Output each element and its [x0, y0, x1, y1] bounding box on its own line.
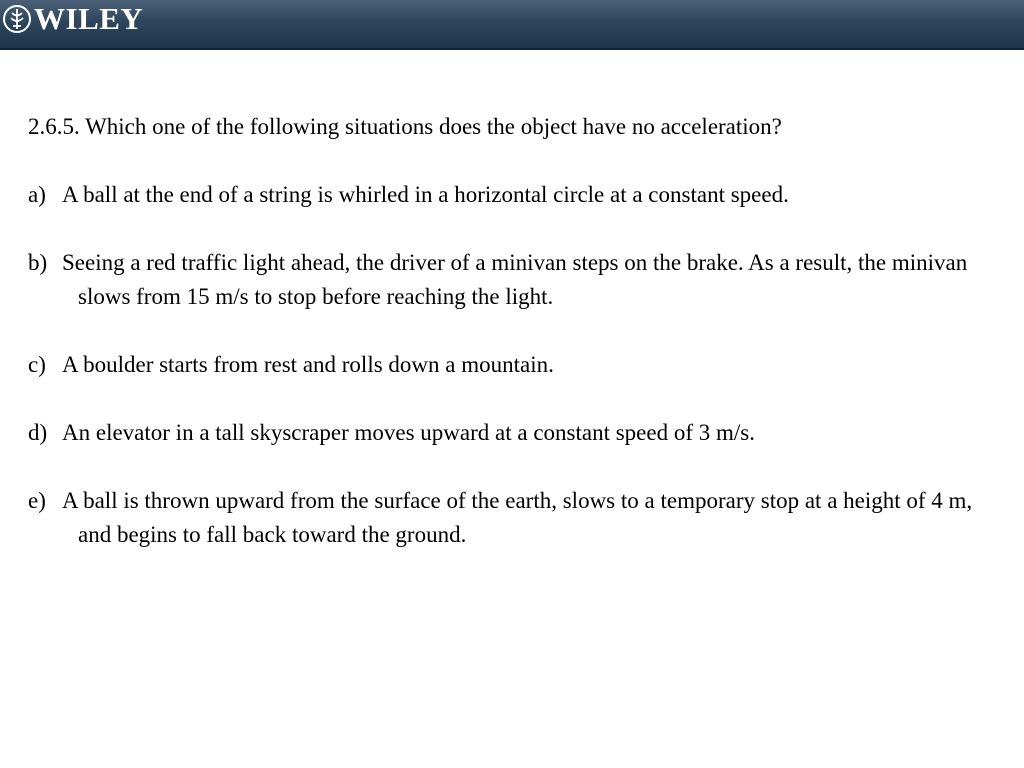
option-label: a): [28, 182, 46, 207]
option-text: A ball is thrown upward from the surface of the earth, slows to a temporary stop at a height of 4 m, and begins to fall back toward the ground.: [62, 488, 973, 547]
option-d: [28, 416, 988, 450]
header-bar: [0, 0, 1024, 50]
option-text: Seeing a red traffic light ahead, the driver of a minivan steps on the brake. As a result, the minivan slows from 15 m/s to stop before reaching the light.: [62, 250, 968, 309]
wiley-logo: [2, 2, 143, 36]
option-text: A boulder starts from rest and rolls down a mountain.: [62, 352, 554, 377]
logo-wordmark: WILEY: [34, 1, 144, 36]
question-text: 2.6.5. Which one of the following situations does the object have no acceleration?: [28, 114, 782, 139]
option-label: b): [28, 250, 48, 275]
option-text: An elevator in a tall skyscraper moves upward at a constant speed of 3 m/s.: [62, 420, 755, 445]
option-label: d): [28, 420, 48, 445]
option-label: e): [28, 488, 46, 513]
option-b: [28, 246, 988, 314]
option-e: [28, 484, 988, 552]
option-text: A ball at the end of a string is whirled in a horizontal circle at a constant speed.: [62, 182, 789, 207]
slide-content: [28, 110, 988, 586]
option-a: [28, 178, 988, 212]
option-c: [28, 348, 988, 382]
option-label: c): [28, 352, 46, 377]
wiley-emblem-icon: [2, 4, 32, 34]
